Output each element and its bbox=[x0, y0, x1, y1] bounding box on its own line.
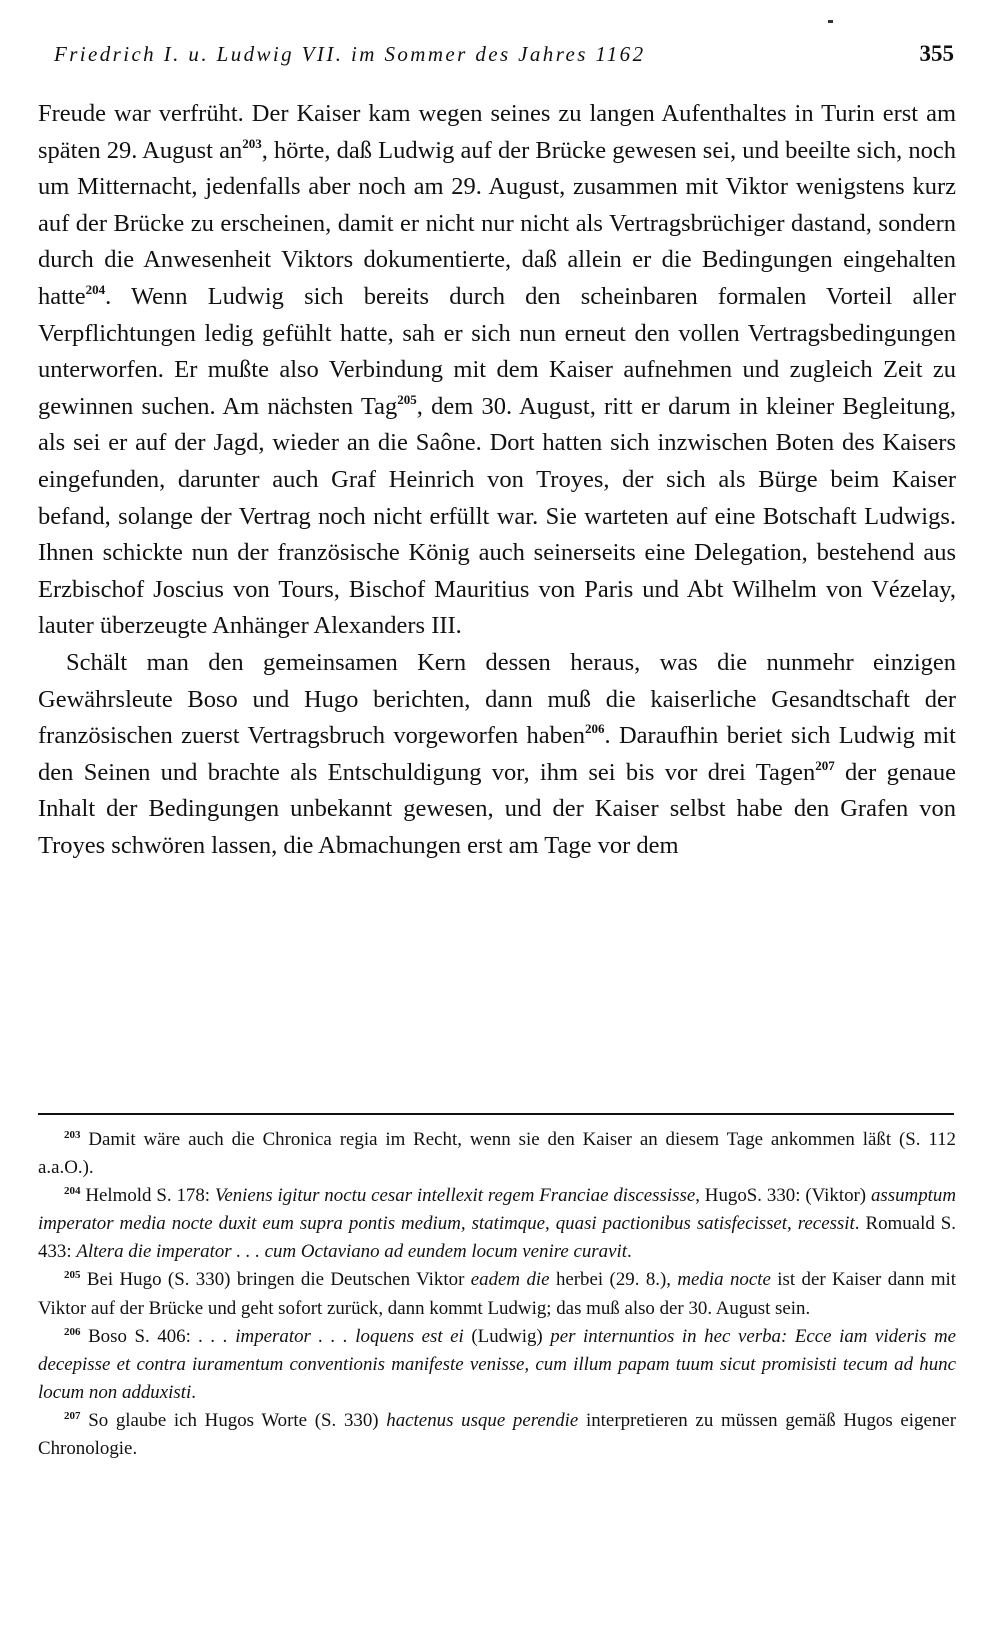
running-head bbox=[54, 38, 954, 70]
latin-quote: . . . imperator . . . loquens est ei bbox=[198, 1325, 464, 1347]
footnote-text: Damit wäre auch die Chronica regia im Recht, wenn sie den Kaiser an diesem Tage ankommen läßt (S. 112 a.a.O.). bbox=[38, 1129, 956, 1179]
footnote-text: So glaube ich Hugos Worte (S. 330) bbox=[88, 1409, 387, 1431]
footnote-text: interpretieren zu müssen gemäß Hugos eigener Chronologie. bbox=[38, 1409, 956, 1460]
footnote-number: 205 bbox=[64, 1269, 81, 1282]
footnote-ref-203[interactable]: 203 bbox=[242, 135, 262, 151]
footnote-text: , HugoS. 330: (Viktor) bbox=[695, 1185, 871, 1207]
footnote-number: 206 bbox=[64, 1325, 81, 1338]
footnote-ref-207[interactable]: 207 bbox=[815, 757, 835, 773]
text-run: , dem 30. August, ritt er darum in kleiner Begleitung, als sei er auf der Jagd, wieder an die Saône. Dort hatten sich inzwischen Boten des Kaisers eingefunden, darunter auch Graf Heinrich von Troyes, der sich als Bürge beim Kaiser befand, solange der Vertrag noch nicht erfüllt war. Sie warteten auf eine Botschaft Ludwigs. Ihnen schickte nun der französische König auch seinerseits eine Delegation, bestehend aus Erzbischof Joscius von Tours, Bischof Mauritius von Paris und Abt Wilhelm von Vézelay, lauter überzeugte Anhänger Alexanders III. bbox=[38, 392, 956, 640]
footnote-text: (Ludwig) bbox=[463, 1325, 551, 1347]
paragraph-1 bbox=[38, 96, 956, 645]
text-run: . Wenn Ludwig sich bereits durch den scheinbaren formalen Vorteil aller Verpflichtungen ledig gefühlt hatte, sah er sich nun erneut den vollen Vertragsbedingungen unterworfen. Er mußte also Verbindung mit dem Kaiser aufnehmen und zugleich Zeit zu gewinnen suchen. Am nächsten Tag bbox=[38, 282, 956, 420]
footnote-205 bbox=[38, 1266, 956, 1322]
footnote-207 bbox=[38, 1407, 956, 1463]
page-number: 355 bbox=[919, 41, 954, 66]
footnote-ref-206[interactable]: 206 bbox=[584, 721, 605, 737]
text-run: der genaue Inhalt der Bedingungen unbekannt gewesen, und der Kaiser selbst habe den Grafen von Troyes schwören lassen, die Abmachungen erst am Tage vor dem bbox=[38, 758, 957, 859]
footnote-text: Boso S. 406: bbox=[88, 1325, 199, 1347]
footnote-203 bbox=[38, 1126, 956, 1182]
footnote-text: herbei (29. 8.), bbox=[549, 1269, 678, 1291]
footnotes bbox=[38, 1126, 956, 1463]
text-run: Schält man den gemeinsamen Kern dessen heraus, was die nunmehr einzigen Gewährsleute Boso und Hugo berichten, dann muß die kaiserliche Gesandtschaft der französischen zuerst Vertragsbruch vorgeworfen haben bbox=[38, 648, 956, 750]
footnote-ref-205[interactable]: 205 bbox=[397, 391, 417, 407]
footnote-text: . Romuald S. 433: bbox=[38, 1213, 956, 1263]
footnote-number: 203 bbox=[64, 1129, 81, 1141]
latin-quote: Veniens igitur noctu cesar intellexit regem Franciae discessisse bbox=[214, 1185, 696, 1207]
running-head-title: Friedrich I. u. Ludwig VII. im Sommer des Jahres 1162 bbox=[54, 42, 646, 66]
footnote-text: Bei Hugo (S. 330) bringen die Deutschen Viktor bbox=[86, 1269, 471, 1291]
latin-quote: Altera die imperator . . . cum Octaviano ad eundem locum venire curavit bbox=[76, 1241, 627, 1263]
latin-quote: per internuntios in hec verba: Ecce iam videris me decepisse et contra iuramentum conventionis manifeste venisse, cum illum papam tuum sicut promisisti tecum ad hunc locum non adduxisti bbox=[38, 1325, 956, 1403]
footnote-number: 207 bbox=[64, 1409, 81, 1422]
scan-mark bbox=[828, 20, 833, 23]
footnote-204 bbox=[38, 1182, 956, 1266]
paragraph-2 bbox=[38, 645, 956, 865]
footnote-number: 204 bbox=[64, 1185, 81, 1198]
latin-quote: eadem die bbox=[470, 1269, 550, 1291]
main-text bbox=[38, 96, 956, 864]
footnote-divider bbox=[38, 1113, 954, 1115]
footnote-text: ist der Kaiser dann mit Viktor auf der Brücke und geht sofort zurück, dann kommt Ludwig; das muß also der 30. August sein. bbox=[38, 1269, 957, 1319]
text-run: Freude war verfrüht. Der Kaiser kam wegen seines zu langen Aufenthaltes in Turin erst am späten 29. August an bbox=[38, 100, 956, 164]
footnote-text: . bbox=[191, 1381, 196, 1403]
latin-quote: assumptum imperator media nocte duxit eum supra pontis medium, statimque, quasi pactionibus satisfecisset, recessit bbox=[38, 1185, 956, 1235]
latin-quote: hactenus usque perendie bbox=[386, 1409, 579, 1431]
latin-quote: media nocte bbox=[677, 1269, 771, 1291]
text-run: , hörte, daß Ludwig auf der Brücke gewesen sei, und beeilte sich, noch um Mitternacht, jedenfalls aber noch am 29. August, zusammen mit Viktor wenigstens kurz auf der Brücke zu erscheinen, damit er nicht nur nicht als Vertragsbrüchiger dastand, sondern durch die Anwesenheit Viktors dokumentierte, daß allein er die Bedingungen eingehalten hatte bbox=[38, 136, 956, 310]
text-run: . Daraufhin beriet sich Ludwig mit den Seinen und brachte als Entschuldigung vor, ihm sei bis vor drei Tagen bbox=[38, 722, 956, 786]
footnote-text: Helmold S. 178: bbox=[85, 1185, 215, 1207]
footnote-206 bbox=[38, 1323, 956, 1407]
footnote-ref-204[interactable]: 204 bbox=[85, 281, 106, 297]
footnote-text: . bbox=[626, 1241, 632, 1263]
